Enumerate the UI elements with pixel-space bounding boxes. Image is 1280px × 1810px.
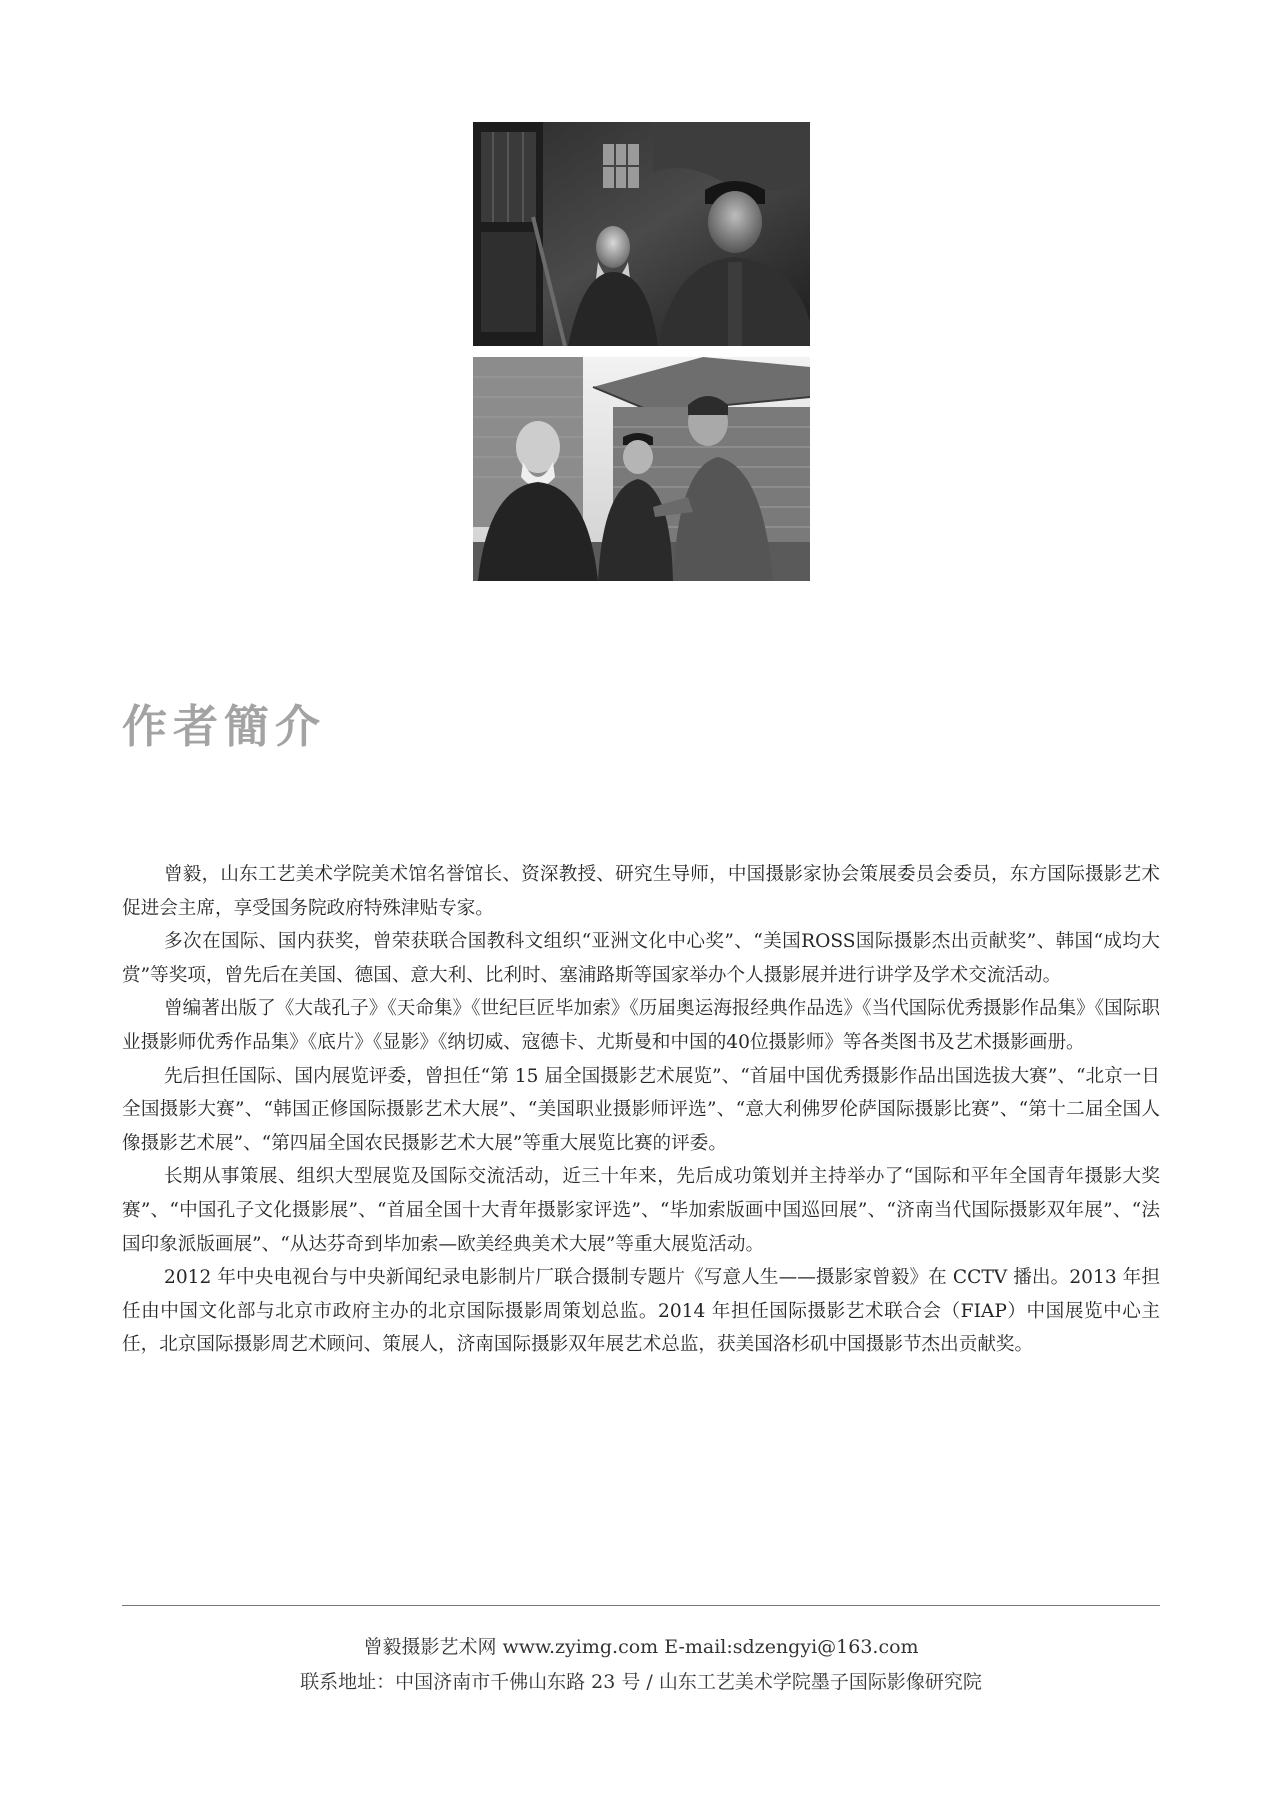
- bio-paragraph-curation: 长期从事策展、组织大型展览及国际交流活动，近三十年来，先后成功策划并主持举办了“国际和平年全国青年摄影大奖赛”、“中国孔子文化摄影展”、“首届全国十大青年摄影家评选”、“毕加索版画中国巡回展”、“济南当代国际摄影双年展”、“法国印象派版画展”、“从达芬奇到毕加索—欧美经典美术大展”等重大展览活动。: [122, 1166, 1160, 1255]
- photo-courtyard-meeting-image: [473, 357, 810, 581]
- photo-courtyard-meeting: [473, 357, 810, 581]
- bio-paragraph-juries: 先后担任国际、国内展览评委，曾担任“第 15 届全国摄影艺术展览”、“首届中国优秀摄影作品出国选拔大赛”、“北京一日全国摄影大赛”、“韩国正修国际摄影艺术大展”、“美国职业摄影师评选”、“意大利佛罗伦萨国际摄影比赛”、“第十二届全国人像摄影艺术展”、“第四届全国农民摄影艺术大展”等重大展览比赛的评委。: [122, 1065, 1160, 1154]
- bio-paragraph-intro: 曾毅，山东工艺美术学院美术馆名誉馆长、资深教授、研究生导师，中国摄影家协会策展委员会委员，东方国际摄影艺术促进会主席，享受国务院政府特殊津贴专家。: [122, 864, 1160, 919]
- bio-paragraph-publications: 曾编著出版了《大哉孔子》《天命集》《世纪巨匠毕加索》《历届奥运海报经典作品选》《当代国际优秀摄影作品集》《国际职业摄影师优秀作品集》《底片》《显影》《纳切威、寇德卡、尤斯曼和中国的40位摄影师》等各类图书及艺术摄影画册。: [122, 998, 1160, 1053]
- footer-divider: [122, 1605, 1160, 1606]
- photo-elderly-couple-indoors: [473, 122, 810, 346]
- author-bio: [122, 858, 1160, 1362]
- photo-elderly-couple-indoors-image: [473, 122, 810, 346]
- footer-website-email: 曾毅摄影艺术网 www.zyimg.com E-mail:sdzengyi@163.com: [363, 1636, 919, 1658]
- bio-paragraph-recent: 2012 年中央电视台与中央新闻纪录电影制片厂联合摄制专题片《写意人生——摄影家曾毅》在 CCTV 播出。2013 年担任由中国文化部与北京市政府主办的北京国际摄影周策划总监。2014 年担任国际摄影艺术联合会（FIAP）中国展览中心主任，北京国际摄影周艺术顾问、策展人，济南国际摄影双年展艺术总监，获美国洛杉矶中国摄影节杰出贡献奖。: [122, 1267, 1160, 1356]
- footer-address: 联系地址：中国济南市千佛山东路 23 号 / 山东工艺美术学院墨子国际影像研究院: [300, 1671, 982, 1693]
- page-title: 作者簡介: [122, 700, 327, 753]
- bio-paragraph-awards: 多次在国际、国内获奖，曾荣获联合国教科文组织“亚洲文化中心奖”、“美国ROSS国际摄影杰出贡献奖”、韩国“成均大赏”等奖项，曾先后在美国、德国、意大利、比利时、塞浦路斯等国家举办个人摄影展并进行讲学及学术交流活动。: [122, 931, 1160, 986]
